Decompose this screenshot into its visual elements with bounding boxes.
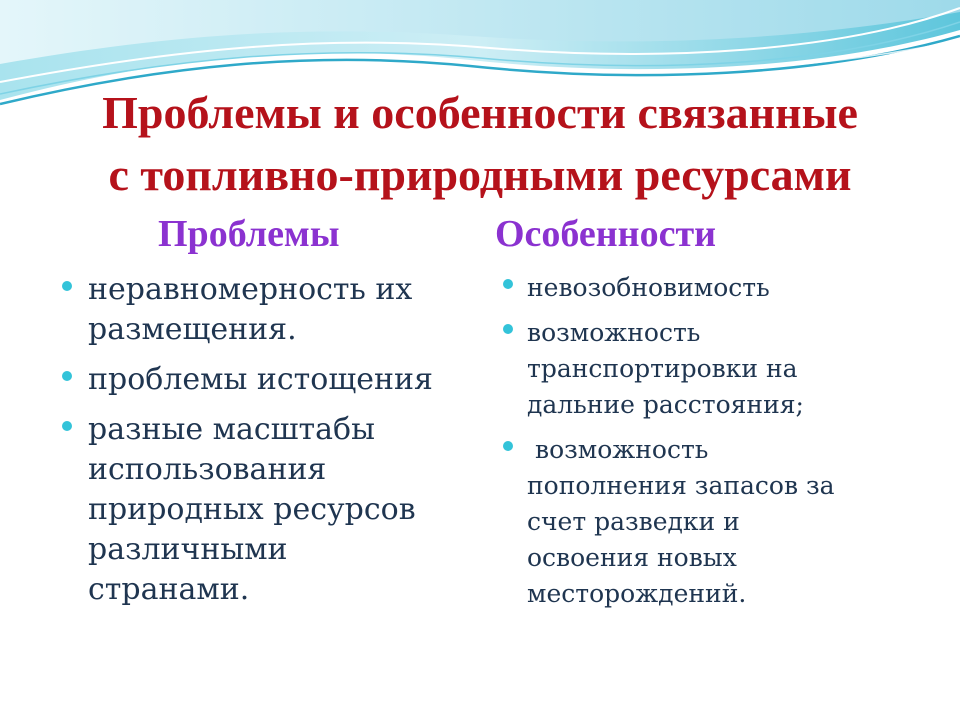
list-item (527, 315, 927, 423)
list-item-text: разные масштабы использования природных ресурсов различными странами. (88, 412, 416, 607)
features-heading: Особенности (495, 213, 717, 255)
list-item-text: неравномерность их размещения. (88, 272, 413, 347)
slide-title (0, 82, 960, 206)
list-item-text: невозобновимость (527, 273, 770, 302)
features-list (527, 270, 927, 621)
list-item (527, 270, 927, 306)
bullet-icon (62, 281, 72, 291)
slide-title-line-1: Проблемы и особенности связанные (102, 87, 858, 138)
list-item (88, 360, 488, 400)
bullet-icon (62, 421, 72, 431)
list-item-text: возможность пополнения запасов за счет разведки и освоения новых месторождений. (527, 435, 835, 608)
bullet-icon (503, 324, 513, 334)
slide-title-line-2: с топливно-природными ресурсами (108, 149, 852, 200)
list-item (88, 410, 488, 610)
bullet-icon (503, 441, 513, 451)
bullet-icon (503, 279, 513, 289)
bullet-icon (62, 371, 72, 381)
list-item-text: возможность транспортировки на дальние расстояния; (527, 318, 804, 419)
list-item-text: проблемы истощения (88, 362, 433, 397)
problems-list (88, 270, 488, 620)
problems-heading: Проблемы (158, 213, 340, 255)
list-item (527, 432, 927, 612)
list-item (88, 270, 488, 350)
